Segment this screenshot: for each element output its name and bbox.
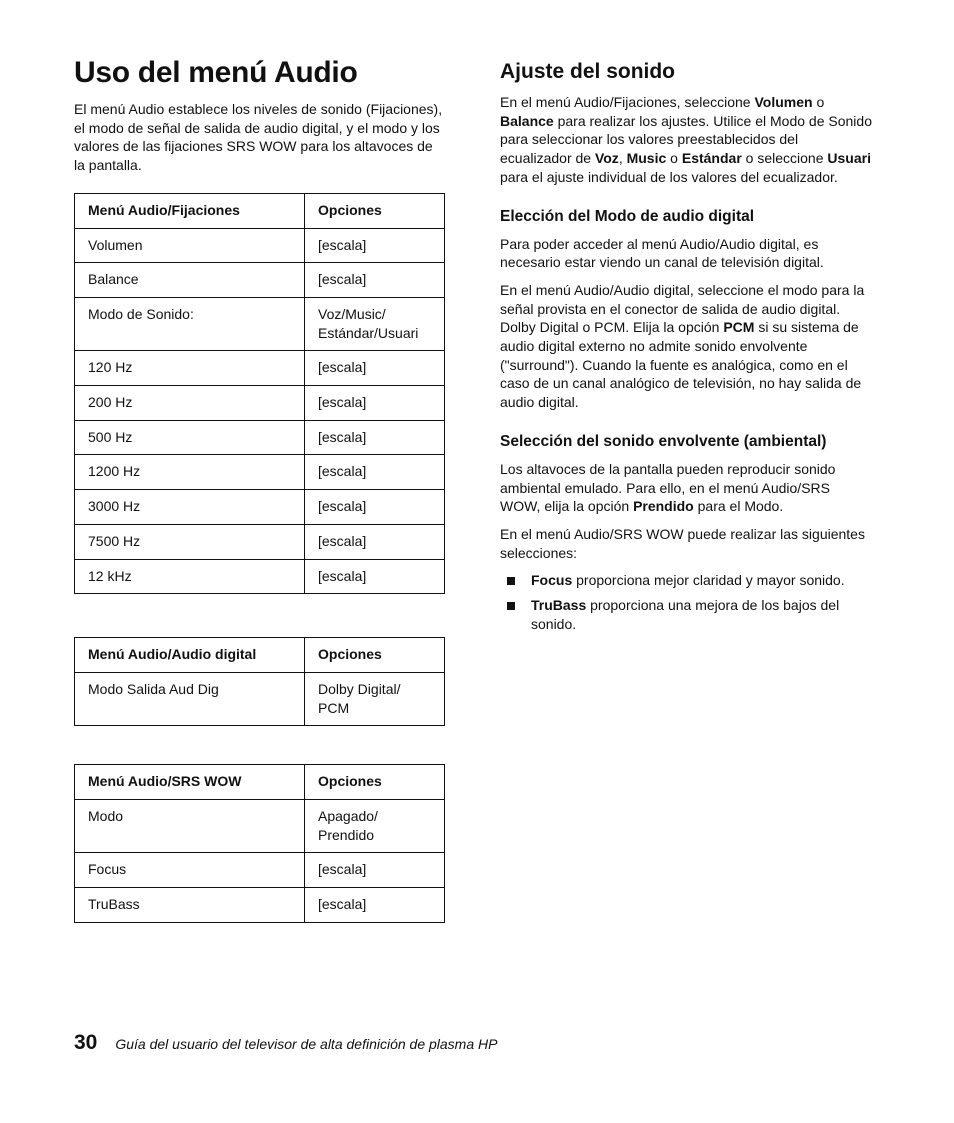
table-cell: [escala] bbox=[305, 853, 445, 888]
footer-text: Guía del usuario del televisor de alta definición de plasma HP bbox=[115, 1036, 498, 1052]
bold-term: Usuari bbox=[827, 150, 871, 167]
table-header: Opciones bbox=[305, 638, 445, 673]
table-cell: 3000 Hz bbox=[75, 490, 305, 525]
bold-term: TruBass bbox=[531, 597, 587, 614]
square-bullet-icon bbox=[507, 602, 515, 610]
table-cell: [escala] bbox=[305, 420, 445, 455]
table-cell: Modo de Sonido: bbox=[75, 297, 305, 350]
table-cell: Balance bbox=[75, 263, 305, 298]
table-row bbox=[75, 524, 445, 559]
selecciones-paragraph: En el menú Audio/SRS WOW puede realizar las siguientes selecciones: bbox=[500, 525, 865, 561]
bold-term: Estándar bbox=[681, 150, 742, 167]
bold-term: Music bbox=[626, 150, 667, 167]
table-header: Menú Audio/Fijaciones bbox=[75, 193, 305, 228]
bold-term: PCM bbox=[723, 319, 755, 336]
text-run: o seleccione bbox=[741, 150, 828, 167]
list-item bbox=[500, 596, 872, 633]
table-row bbox=[75, 351, 445, 386]
left-column bbox=[74, 56, 446, 923]
subheading-audio-digital: Elección del Modo de audio digital bbox=[500, 207, 755, 225]
table-cell: Apagado/ Prendido bbox=[305, 800, 445, 853]
text-run: En el menú Audio/Fijaciones, seleccione bbox=[500, 94, 755, 110]
table-cell: [escala] bbox=[305, 559, 445, 594]
table-audio-fijaciones bbox=[74, 193, 445, 594]
text-run: Los altavoces de la pantalla pueden reproducir sonido ambiental emulado. Para ello, en el menú Audio/SRS WOW, elija la opción bbox=[500, 460, 836, 515]
text-run: proporciona una mejora de los bajos del sonido. bbox=[531, 597, 840, 632]
table-cell: [escala] bbox=[305, 888, 445, 923]
bold-term: Voz bbox=[594, 150, 619, 167]
table-header: Opciones bbox=[305, 193, 445, 228]
square-bullet-icon bbox=[507, 577, 515, 585]
table-cell: [escala] bbox=[305, 386, 445, 421]
bold-term: Prendido bbox=[633, 498, 694, 515]
text-run: o bbox=[812, 94, 825, 110]
table-row bbox=[75, 420, 445, 455]
text-run: para realizar los ajustes. Utilice el Modo de Sonido para seleccionar los valores preestablecidos del ecualizador de bbox=[500, 112, 872, 167]
subheading-envolvente: Selección del sonido envolvente (ambiental) bbox=[500, 432, 827, 450]
table-cell: 500 Hz bbox=[75, 420, 305, 455]
table-cell: Volumen bbox=[75, 228, 305, 263]
table-cell: 120 Hz bbox=[75, 351, 305, 386]
table-cell: Dolby Digital/ PCM bbox=[305, 672, 445, 725]
table-row bbox=[75, 800, 445, 853]
table-cell: Modo bbox=[75, 800, 305, 853]
text-run: para el ajuste individual de los valores del ecualizador. bbox=[500, 168, 838, 185]
table-row bbox=[75, 386, 445, 421]
table-cell: Voz/Music/ Estándar/Usuari bbox=[305, 297, 445, 350]
table-cell: [escala] bbox=[305, 524, 445, 559]
ajuste-paragraph bbox=[500, 93, 872, 187]
table-cell: TruBass bbox=[75, 888, 305, 923]
table-cell: Focus bbox=[75, 853, 305, 888]
table-cell: 200 Hz bbox=[75, 386, 305, 421]
table-row bbox=[75, 455, 445, 490]
audio-digital-mode-paragraph bbox=[500, 281, 872, 412]
selection-list bbox=[500, 571, 872, 633]
text-run: , bbox=[618, 150, 627, 167]
text-run: o bbox=[666, 150, 682, 167]
table-cell: [escala] bbox=[305, 228, 445, 263]
table-row bbox=[75, 228, 445, 263]
table-row bbox=[75, 297, 445, 350]
table-row bbox=[75, 559, 445, 594]
table-cell: [escala] bbox=[305, 351, 445, 386]
text-run: En el menú Audio/Audio digital, seleccione el modo para la señal provista en el conector de salida de audio digital. Dolby Digital o PCM. Elija la opción bbox=[500, 281, 865, 336]
audio-digital-paragraph: Para poder acceder al menú Audio/Audio digital, es necesario estar viendo un canal de televisión digital. bbox=[500, 235, 824, 271]
section-heading: Ajuste del sonido bbox=[500, 60, 676, 83]
page-number: 30 bbox=[74, 1031, 98, 1054]
text-run: proporciona mejor claridad y mayor sonido. bbox=[572, 572, 845, 589]
table-header: Opciones bbox=[305, 765, 445, 800]
table-audio-digital bbox=[74, 637, 445, 726]
table-cell: 1200 Hz bbox=[75, 455, 305, 490]
table-row bbox=[75, 888, 445, 923]
list-item bbox=[500, 571, 872, 590]
table-cell: 12 kHz bbox=[75, 559, 305, 594]
intro-paragraph: El menú Audio establece los niveles de sonido (Fijaciones), el modo de señal de salida de audio digital, y el modo y los valores de las fijaciones SRS WOW para los altavoces de la pantalla. bbox=[74, 101, 443, 174]
bold-term: Balance bbox=[500, 112, 554, 129]
table-audio-srs-wow bbox=[74, 764, 445, 923]
table-row bbox=[75, 853, 445, 888]
table-cell: 7500 Hz bbox=[75, 524, 305, 559]
page-title: Uso del menú Audio bbox=[74, 56, 358, 89]
table-header: Menú Audio/SRS WOW bbox=[75, 765, 305, 800]
table-row bbox=[75, 263, 445, 298]
table-row bbox=[75, 672, 445, 725]
envolvente-paragraph bbox=[500, 460, 872, 516]
table-cell: [escala] bbox=[305, 455, 445, 490]
bold-term: Volumen bbox=[754, 94, 813, 110]
text-run: para el Modo. bbox=[693, 498, 784, 515]
table-cell: Modo Salida Aud Dig bbox=[75, 672, 305, 725]
page-footer bbox=[74, 1031, 497, 1055]
right-column bbox=[500, 60, 872, 639]
bold-term: Focus bbox=[531, 572, 573, 589]
table-cell: [escala] bbox=[305, 490, 445, 525]
table-header: Menú Audio/Audio digital bbox=[75, 638, 305, 673]
table-row bbox=[75, 490, 445, 525]
text-run: si su sistema de audio digital externo no admite sonido envolvente ("surround"). Cuando la fuente es analógica, como en el caso de un canal analógico de televisión, no hay salida de audio digital. bbox=[500, 319, 862, 411]
table-cell: [escala] bbox=[305, 263, 445, 298]
